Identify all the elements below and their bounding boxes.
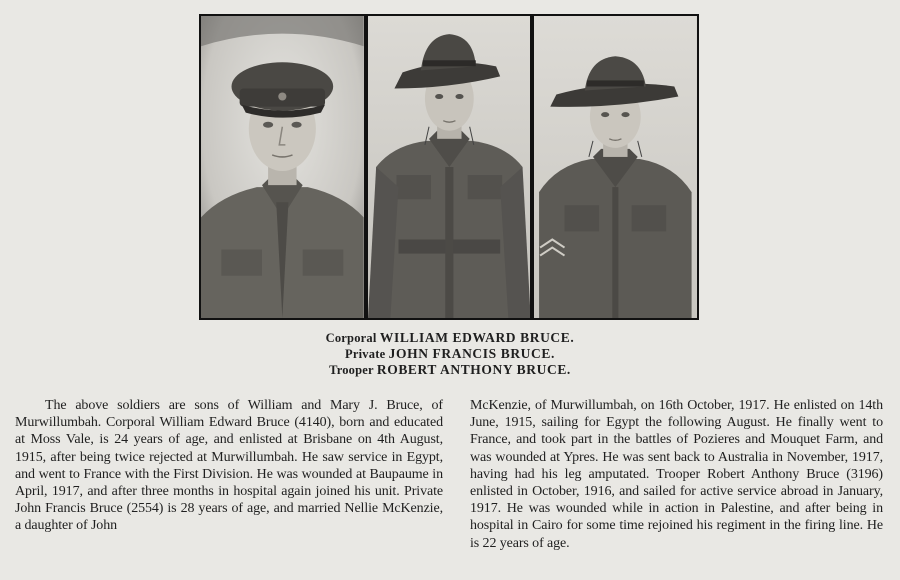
portrait-robert-image	[534, 16, 697, 318]
caption-rank: Trooper	[329, 363, 374, 377]
portrait-strip	[199, 14, 699, 320]
photo-caption	[200, 330, 700, 378]
caption-name: ROBERT ANTHONY BRUCE.	[376, 362, 571, 377]
body-paragraph: The above soldiers are sons of William and Mary J. Bruce, of Murwillumbah. Corporal William Edward Bruce (4140), born and educated at Moss Vale, is 24 years of age, and enlisted at Brisbane on 4th August, 1915, after being twice rejected at Murwillumbah. He saw service in Egypt, and went to France with the First Division. He was wounded at Baupaume in April, 1917, and after three months in hospital again joined his unit. Private John Francis Bruce (2554) is 28 years of age, and married Nellie McKenzie, a daughter of John	[15, 398, 443, 534]
portrait-photo-william	[201, 16, 364, 318]
caption-line-john	[200, 346, 700, 362]
body-column-right	[470, 397, 883, 552]
portrait-john-image	[368, 16, 531, 318]
caption-line-william	[200, 330, 700, 346]
portrait-photo-robert	[534, 16, 697, 318]
body-column-left	[15, 397, 443, 535]
body-paragraph: McKenzie, of Murwillumbah, on 16th October, 1917. He enlisted on 14th June, 1915, sailing for Egypt the following August. He finally went to France, and took part in the battles of Pozieres and Mouquet Farm, and was wounded at Ypres. He was sent back to Australia in November, 1917, having had his leg amputated. Trooper Robert Anthony Bruce (3196) enlisted in October, 1916, and sailed for active service abroad in January, 1917. He was wounded while in action in Palestine, and after being in hospital in Cairo for some time rejoined his regiment in the firing line. He is 22 years of age.	[470, 398, 883, 551]
caption-line-robert	[200, 362, 700, 378]
caption-name: JOHN FRANCIS BRUCE.	[388, 346, 555, 361]
portrait-photo-john	[368, 16, 531, 318]
caption-rank: Private	[345, 347, 386, 361]
caption-name: WILLIAM EDWARD BRUCE.	[379, 330, 575, 345]
caption-rank: Corporal	[325, 331, 377, 345]
portrait-william-image	[201, 16, 364, 318]
